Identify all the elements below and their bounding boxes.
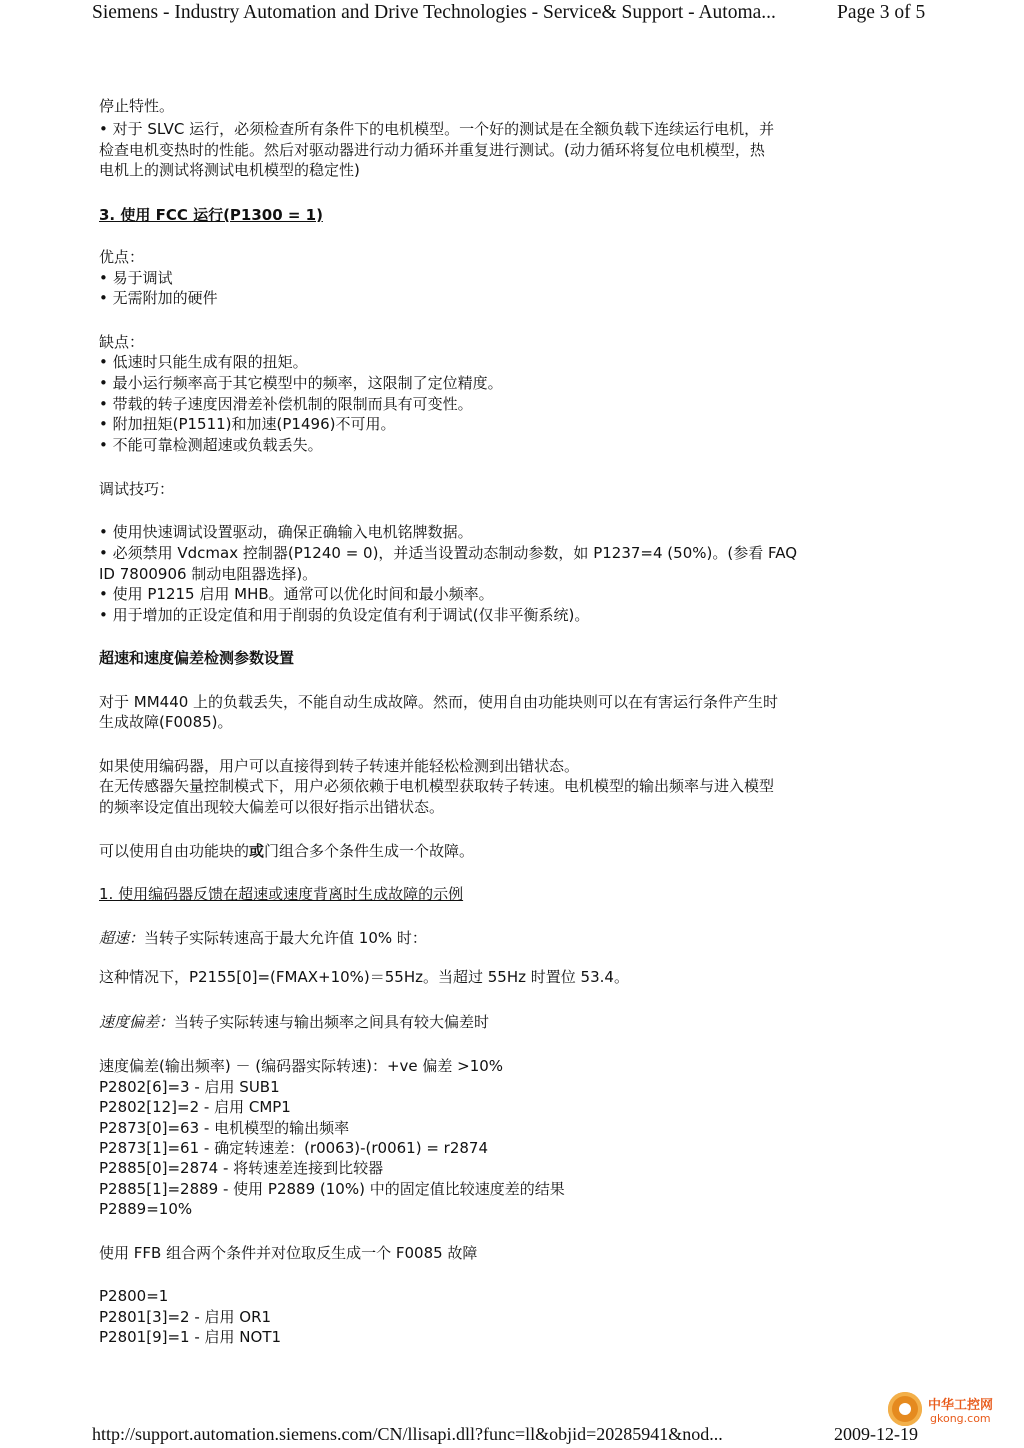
list-item: • 低速时只能生成有限的扭矩。 (99, 353, 308, 371)
speed-deviation-label: 速度偏差： (99, 1013, 175, 1031)
param-line: P2801[9]=1 - 启用 NOT1 (99, 1328, 282, 1346)
text-line (99, 1012, 489, 1032)
list-item: • 使用 P1215 启用 MHB。通常可以优化时间和最小频率。 (99, 585, 494, 603)
list-item: ID 7800906 制动电阻器选择)。 (99, 565, 318, 583)
page-footer (92, 1424, 918, 1445)
list-item: • 使用快速调试设置驱动，确保正确输入电机铭牌数据。 (99, 523, 473, 541)
watermark-url: gkong.com (930, 1412, 991, 1425)
text-span: 当转子实际转速高于最大允许值 10% 时： (144, 929, 427, 947)
list-item: • 附加扭矩(P1511)和加速(P1496)不可用。 (99, 415, 396, 433)
list-item: • 带载的转子速度因滑差补偿机制的限制而具有可变性。 (99, 395, 473, 413)
param-line: P2801[3]=2 - 启用 OR1 (99, 1308, 272, 1326)
text-line: 对于 MM440 上的负载丢失，不能自动生成故障。然而，使用自由功能块则可以在有害运行条件产生时 (99, 693, 779, 711)
header-title: Siemens - Industry Automation and Drive Technologies - Service& Support - Automa... (92, 2, 776, 23)
list-item: • 最小运行频率高于其它模型中的频率，这限制了定位精度。 (99, 374, 503, 392)
footer-url: http://support.automation.siemens.com/CN/llisapi.dll?func=ll&objid=20285941&nod... (92, 1424, 723, 1444)
list-item: • 必须禁用 Vdcmax 控制器(P1240 = 0)，并适当设置动态制动参数，如 P1237=4 (50%)。(参看 FAQ (99, 544, 798, 562)
example-heading: 1. 使用编码器反馈在超速或速度背离时生成故障的示例 (99, 885, 464, 903)
param-line: P2873[0]=63 - 电机模型的输出频率 (99, 1119, 350, 1137)
tips-title: 调试技巧： (99, 480, 175, 498)
param-line: P2873[1]=61 - 确定转速差：(r0063)-(r0061) = r2874 (99, 1139, 489, 1157)
watermark-name: 中华工控网 (928, 1398, 994, 1413)
text-line (99, 928, 427, 948)
list-item: • 易于调试 (99, 269, 173, 287)
text-span: 当转子实际转速与输出频率之间具有较大偏差时 (174, 1013, 490, 1031)
param-line: P2885[0]=2874 - 将转速差连接到比较器 (99, 1159, 384, 1177)
list-item: • 不能可靠检测超速或负载丢失。 (99, 436, 323, 454)
text-line (99, 841, 474, 861)
param-line: P2802[6]=3 - 启用 SUB1 (99, 1078, 280, 1096)
param-line: P2889=10% (99, 1200, 193, 1218)
emphasis-or: 或 (249, 842, 265, 860)
list-item: • 用于增加的正设定值和用于削弱的负设定值有利于调试(仅非平衡系统)。 (99, 606, 590, 624)
text-line: 电机上的测试将测试电机模型的稳定性) (99, 161, 360, 179)
section-heading: 超速和速度偏差检测参数设置 (99, 649, 295, 667)
text-span: 可以使用自由功能块的 (99, 842, 250, 860)
text-line: 如果使用编码器，用户可以直接得到转子转速并能轻松检测到出错状态。 (99, 757, 580, 775)
text-line: • 对于 SLVC 运行，必须检查所有条件下的电机模型。一个好的测试是在全额负载下连续运行电机，并 (99, 120, 775, 138)
advantages-title: 优点： (99, 248, 145, 266)
page-header (92, 2, 926, 24)
param-line: 速度偏差(输出频率) － (编码器实际转速)：+ve 偏差 >10% (99, 1057, 504, 1075)
param-line: P2885[1]=2889 - 使用 P2889 (10%) 中的固定值比较速度差的结果 (99, 1180, 565, 1198)
text-line: 检查电机变热时的性能。然后对驱动器进行动力循环并重复进行测试。(动力循环将复位电机模型，热 (99, 141, 765, 159)
text-line: 的频率设定值出现较大偏差可以很好指示出错状态。 (99, 798, 445, 816)
overspeed-label: 超速： (99, 929, 145, 947)
disadvantages-title: 缺点： (99, 333, 145, 351)
text-line: 使用 FFB 组合两个条件并对位取反生成一个 F0085 故障 (99, 1244, 478, 1262)
param-line: P2800=1 (99, 1287, 169, 1305)
text-line: 生成故障(F0085)。 (99, 713, 233, 731)
gear-icon (888, 1392, 922, 1426)
text-span: 门组合多个条件生成一个故障。 (264, 842, 475, 860)
section-heading: 3. 使用 FCC 运行(P1300 = 1) (99, 206, 323, 224)
param-line: P2802[12]=2 - 启用 CMP1 (99, 1098, 291, 1116)
text-line: 在无传感器矢量控制模式下，用户必须依赖于电机模型获取转子转速。电机模型的输出频率与进入模型 (99, 777, 775, 795)
list-item: • 无需附加的硬件 (99, 289, 218, 307)
footer-date: 2009-12-19 (834, 1424, 918, 1444)
page-number: Page 3 of 5 (837, 2, 926, 23)
text-line: 停止特性。 (99, 97, 175, 115)
text-line: 这种情况下，P2155[0]=(FMAX+10%)＝55Hz。当超过 55Hz 时置位 53.4。 (99, 968, 629, 986)
